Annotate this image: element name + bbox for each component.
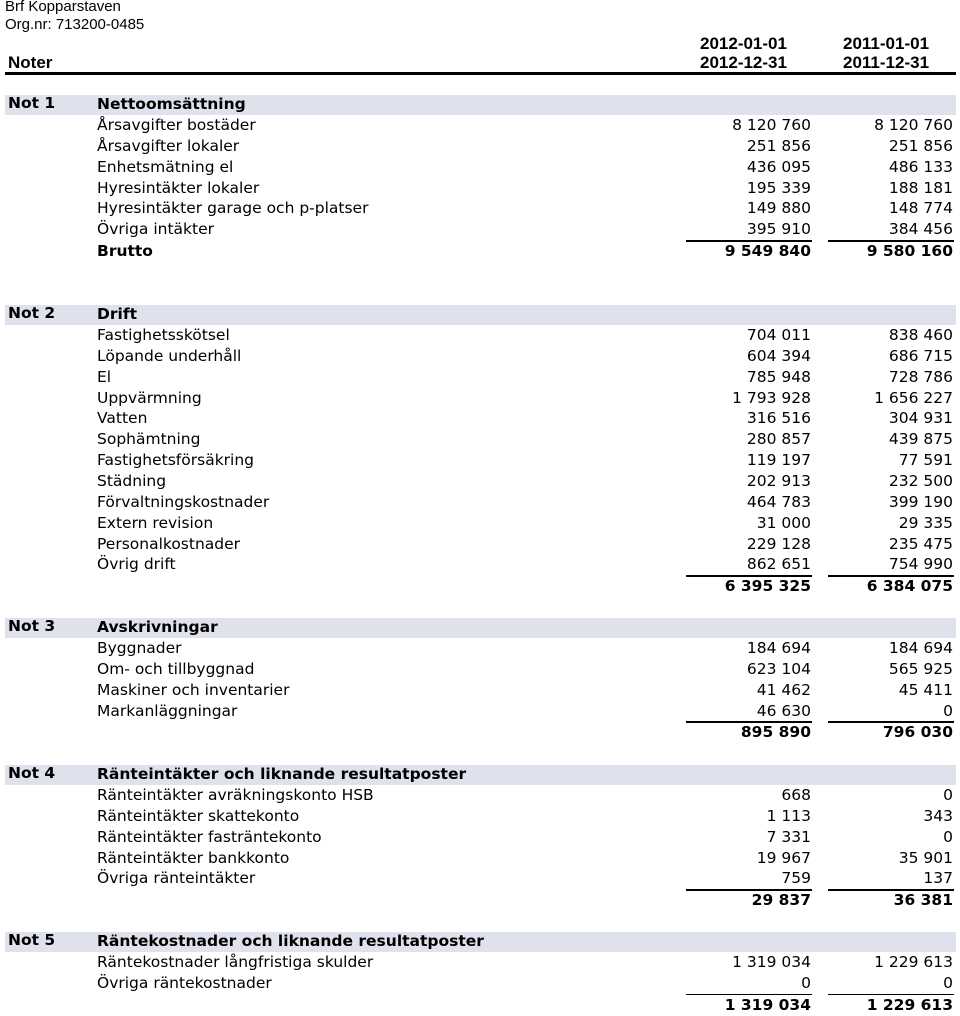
note-row <box>0 198 960 219</box>
note-row <box>0 178 960 199</box>
total-value-2011: 36 381 <box>893 891 953 910</box>
row-label: El <box>97 367 112 386</box>
row-label: Övriga intäkter <box>97 220 214 239</box>
note-row <box>0 219 960 240</box>
row-label: Hyresintäkter lokaler <box>97 178 260 197</box>
row-value-2011: 232 500 <box>888 471 953 490</box>
row-value-2011: 1 229 613 <box>874 953 953 971</box>
row-label: Årsavgifter bostäder <box>97 116 256 134</box>
row-value-2012: 41 462 <box>756 680 811 699</box>
note-row <box>0 492 960 513</box>
note-row <box>0 785 960 806</box>
note-row <box>0 325 960 346</box>
total-value-2011: 9 580 160 <box>866 242 953 261</box>
note-row <box>0 534 960 555</box>
row-value-2012: 862 651 <box>746 555 811 574</box>
note-row <box>0 450 960 471</box>
note-row <box>0 680 960 701</box>
row-value-2011: 384 456 <box>888 220 953 239</box>
row-label: Enhetsmätning el <box>97 157 234 176</box>
row-label: Sophämtning <box>97 430 201 449</box>
col2-start: 2011-01-01 <box>843 34 930 53</box>
org-name: Brf Kopparstaven <box>5 0 121 15</box>
row-label: Ränteintäkter bankkonto <box>97 848 290 867</box>
note-row <box>0 136 960 157</box>
note-label: Not 1 <box>8 94 56 112</box>
note-heading <box>0 617 960 638</box>
row-value-2012: 46 630 <box>756 701 811 720</box>
note-row <box>0 408 960 429</box>
row-value-2012: 8 120 760 <box>732 116 811 134</box>
row-value-2012: 604 394 <box>746 346 811 365</box>
row-value-2011: 0 <box>943 973 953 992</box>
note-row <box>0 367 960 388</box>
note-label: Not 2 <box>8 304 56 322</box>
row-label: Personalkostnader <box>97 534 241 553</box>
row-label: Övriga ränteintäkter <box>97 869 256 888</box>
header-rule <box>5 72 956 75</box>
row-value-2011: 343 <box>923 806 953 825</box>
note-row <box>0 388 960 409</box>
row-value-2012: 0 <box>801 973 811 992</box>
row-value-2011: 148 774 <box>888 199 953 218</box>
row-value-2011: 0 <box>943 786 953 804</box>
row-label: Fastighetsförsäkring <box>97 451 255 470</box>
row-label: Om- och tillbyggnad <box>97 659 255 678</box>
row-value-2011: 45 411 <box>898 680 953 699</box>
row-value-2011: 565 925 <box>888 659 953 678</box>
row-value-2012: 7 331 <box>766 827 811 846</box>
row-value-2012: 623 104 <box>746 659 811 678</box>
row-value-2011: 754 990 <box>888 555 953 574</box>
total-value-2012: 1 319 034 <box>724 995 811 1014</box>
col1-end: 2012-12-31 <box>700 53 787 72</box>
note-row <box>0 554 960 575</box>
row-label: Uppvärmning <box>97 388 202 407</box>
row-value-2011: 399 190 <box>888 492 953 511</box>
total-value-2011: 1 229 613 <box>866 995 953 1014</box>
row-value-2012: 149 880 <box>746 199 811 218</box>
row-label: Fastighetsskötsel <box>97 326 230 344</box>
note-row <box>0 346 960 367</box>
note-heading <box>0 764 960 785</box>
org-number: Org.nr: 713200-0485 <box>5 16 145 33</box>
total-value-2012: 29 837 <box>751 891 811 910</box>
row-label: Hyresintäkter garage och p-platser <box>97 199 369 218</box>
note-heading-label: Ränteintäkter och liknande resultatposter <box>97 765 467 783</box>
page-title: Noter <box>8 53 53 72</box>
row-value-2012: 119 197 <box>746 451 811 470</box>
row-value-2012: 1 113 <box>766 806 811 825</box>
row-value-2012: 19 967 <box>756 848 811 867</box>
row-value-2012: 229 128 <box>746 534 811 553</box>
row-value-2012: 195 339 <box>746 178 811 197</box>
note-heading <box>0 304 960 325</box>
note-label: Not 3 <box>8 617 56 635</box>
note-heading-label: Nettoomsättning <box>97 95 246 113</box>
row-value-2011: 0 <box>943 701 953 720</box>
col2-end: 2011-12-31 <box>843 53 930 72</box>
row-value-2012: 785 948 <box>746 367 811 386</box>
row-label: Markanläggningar <box>97 701 238 720</box>
col1-start: 2012-01-01 <box>700 34 787 53</box>
row-label: Övrig drift <box>97 555 176 574</box>
note-total <box>0 576 960 597</box>
row-value-2012: 202 913 <box>746 471 811 490</box>
note-row <box>0 848 960 869</box>
total-value-2012: 895 890 <box>740 723 811 742</box>
note-row <box>0 973 960 994</box>
row-value-2012: 668 <box>781 786 811 804</box>
note-row <box>0 868 960 889</box>
row-value-2012: 395 910 <box>746 220 811 239</box>
note-label: Not 4 <box>8 764 56 782</box>
row-label: Ränteintäkter fasträntekonto <box>97 827 322 846</box>
total-value-2011: 796 030 <box>882 723 953 742</box>
note-total <box>0 722 960 743</box>
row-label: Förvaltningskostnader <box>97 492 270 511</box>
note-row <box>0 115 960 136</box>
row-label: Årsavgifter lokaler <box>97 136 240 155</box>
note-total <box>0 890 960 911</box>
row-value-2012: 1 793 928 <box>732 388 811 407</box>
row-value-2011: 251 856 <box>888 136 953 155</box>
row-value-2012: 1 319 034 <box>732 953 811 971</box>
note-heading <box>0 94 960 115</box>
note-row <box>0 952 960 973</box>
row-label: Byggnader <box>97 639 182 657</box>
note-row <box>0 471 960 492</box>
note-row <box>0 429 960 450</box>
note-heading-label: Avskrivningar <box>97 618 218 636</box>
row-value-2011: 137 <box>923 869 953 888</box>
row-value-2012: 464 783 <box>746 492 811 511</box>
row-value-2011: 304 931 <box>888 409 953 428</box>
note-row <box>0 513 960 534</box>
note-row <box>0 638 960 659</box>
note-row <box>0 701 960 722</box>
row-label: Ränteintäkter skattekonto <box>97 806 300 825</box>
row-value-2012: 704 011 <box>746 326 811 344</box>
note-total <box>0 241 960 262</box>
note-row <box>0 827 960 848</box>
row-value-2011: 188 181 <box>888 178 953 197</box>
row-label: Städning <box>97 471 167 490</box>
row-value-2011: 728 786 <box>888 367 953 386</box>
row-label: Löpande underhåll <box>97 346 242 365</box>
total-value-2011: 6 384 075 <box>866 577 953 596</box>
row-value-2011: 686 715 <box>888 346 953 365</box>
row-value-2012: 316 516 <box>746 409 811 428</box>
note-heading-label: Drift <box>97 305 137 323</box>
row-value-2011: 1 656 227 <box>874 388 953 407</box>
row-label: Extern revision <box>97 513 214 532</box>
note-row <box>0 157 960 178</box>
note-row <box>0 659 960 680</box>
row-value-2011: 838 460 <box>888 326 953 344</box>
row-value-2011: 8 120 760 <box>874 116 953 134</box>
row-value-2011: 29 335 <box>898 513 953 532</box>
row-value-2012: 251 856 <box>746 136 811 155</box>
row-label: Ränteintäkter avräkningskonto HSB <box>97 786 374 804</box>
row-value-2012: 31 000 <box>756 513 811 532</box>
note-heading <box>0 931 960 952</box>
row-label: Räntekostnader långfristiga skulder <box>97 953 374 971</box>
row-value-2011: 235 475 <box>888 534 953 553</box>
row-value-2012: 184 694 <box>746 639 811 657</box>
row-value-2012: 759 <box>781 869 811 888</box>
row-value-2011: 486 133 <box>888 157 953 176</box>
note-row <box>0 806 960 827</box>
row-value-2011: 439 875 <box>888 430 953 449</box>
row-value-2012: 280 857 <box>746 430 811 449</box>
total-value-2012: 9 549 840 <box>724 242 811 261</box>
row-label: Maskiner och inventarier <box>97 680 290 699</box>
note-label: Not 5 <box>8 931 56 949</box>
row-value-2011: 35 901 <box>898 848 953 867</box>
row-value-2011: 0 <box>943 827 953 846</box>
row-value-2011: 184 694 <box>888 639 953 657</box>
row-label: Övriga räntekostnader <box>97 973 272 992</box>
total-value-2012: 6 395 325 <box>724 577 811 596</box>
total-label: Brutto <box>97 242 153 261</box>
row-value-2012: 436 095 <box>746 157 811 176</box>
row-value-2011: 77 591 <box>898 451 953 470</box>
note-heading-label: Räntekostnader och liknande resultatposter <box>97 932 484 950</box>
row-label: Vatten <box>97 409 148 428</box>
